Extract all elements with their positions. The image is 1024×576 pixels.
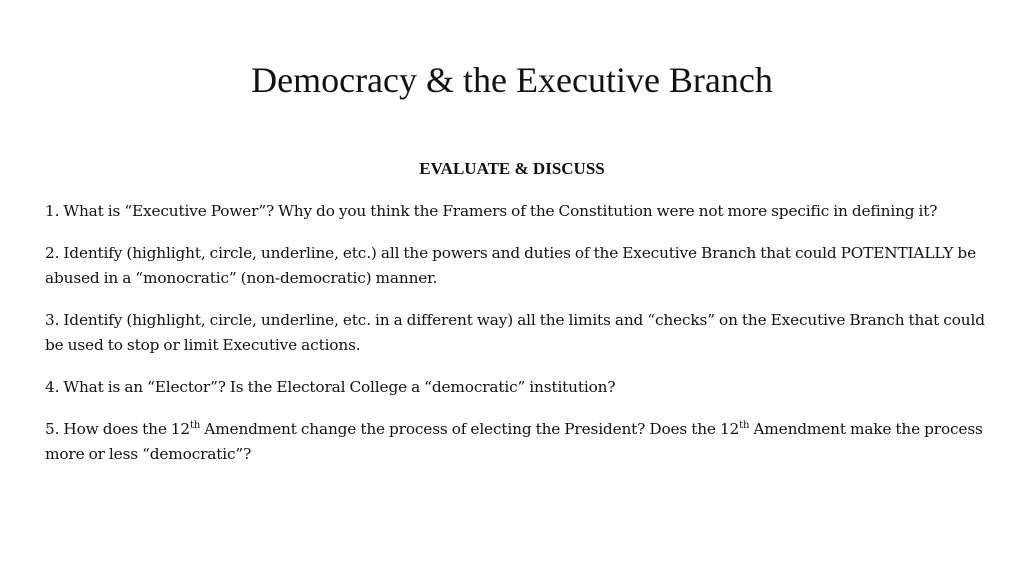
page-title: Democracy & the Executive Branch: [251, 60, 773, 100]
question-5: [45, 417, 990, 467]
question-2: 2. Identify (highlight, circle, underline, etc.) all the powers and duties of the Executive Branch that could POTENTIALLY be abused in a “monocratic” (non-democratic) manner.: [45, 244, 976, 287]
section-heading: EVALUATE & DISCUSS: [419, 159, 605, 178]
question-1: 1. What is “Executive Power”? Why do you think the Framers of the Constitution were not more specific in defining it?: [45, 202, 938, 220]
question-5-part-1: 5. How does the 12: [45, 420, 191, 438]
question-5-part-3: Amendment make the process more or less “democratic”?: [45, 420, 983, 463]
question-list: [45, 199, 990, 484]
question-4: 4. What is an “Elector”? Is the Electoral College a “democratic” institution?: [45, 378, 616, 396]
question-3: 3. Identify (highlight, circle, underline, etc. in a different way) all the limits and “checks” on the Executive Branch that could be used to stop or limit Executive actions.: [45, 311, 985, 354]
question-5-part-2: Amendment change the process of electing the President? Does the 12: [200, 420, 740, 438]
ordinal-suffix: th: [190, 419, 201, 431]
ordinal-suffix: th: [739, 419, 750, 431]
